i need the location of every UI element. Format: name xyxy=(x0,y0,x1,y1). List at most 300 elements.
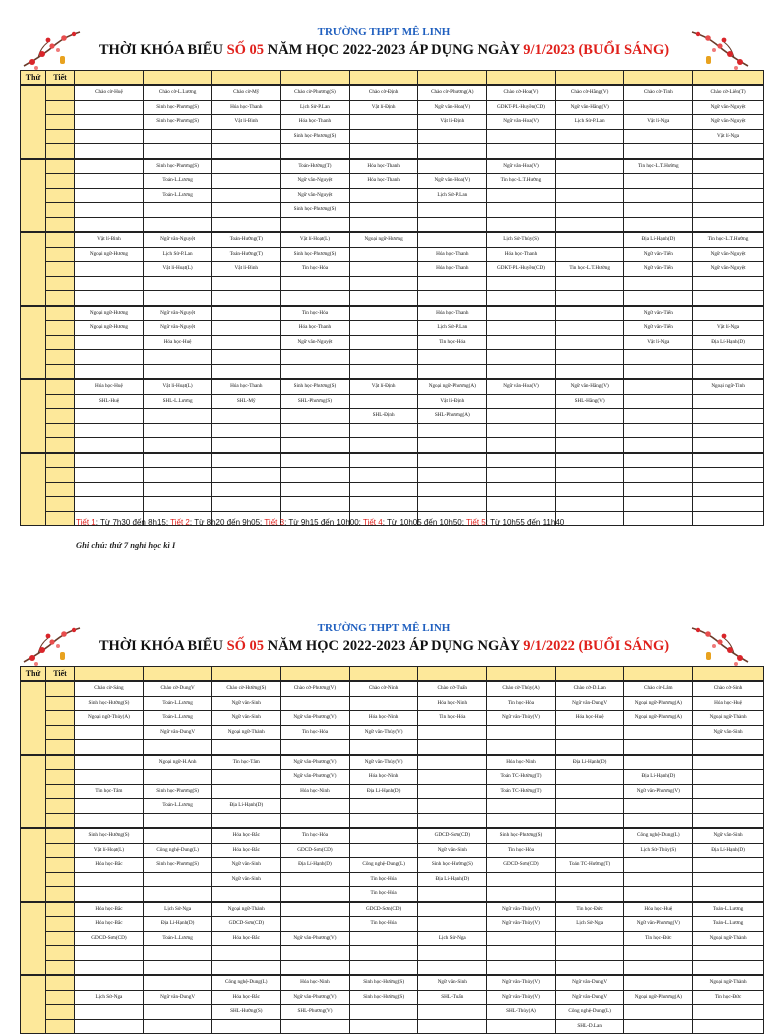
lesson-cell xyxy=(487,364,556,379)
table-row xyxy=(21,232,764,247)
lesson-cell xyxy=(281,438,350,453)
lesson-cell xyxy=(349,1019,418,1034)
lesson-cell xyxy=(693,276,764,291)
lesson-cell xyxy=(349,946,418,961)
lesson-cell: Sinh học-Hường(S) xyxy=(349,990,418,1005)
lesson-cell xyxy=(143,828,212,843)
lesson-cell xyxy=(624,350,693,365)
lesson-cell: SHL-Hằng(V) xyxy=(555,394,624,409)
lesson-cell xyxy=(624,364,693,379)
lesson-cell xyxy=(624,453,693,468)
lesson-cell xyxy=(487,740,556,755)
header-class-cell xyxy=(75,71,144,86)
lesson-cell xyxy=(418,917,487,932)
period-time: : Từ 8h20 đến 9h05; xyxy=(189,518,265,527)
lesson-cell xyxy=(349,843,418,858)
lesson-cell: Tin học-Hóa xyxy=(418,335,487,350)
lesson-cell: Chào cờ-Tình xyxy=(624,85,693,100)
lesson-cell: Hóa học-Ninh xyxy=(487,755,556,770)
lesson-cell xyxy=(349,247,418,262)
lesson-cell: Ngữ văn-Nguyệt xyxy=(281,335,350,350)
lesson-cell xyxy=(693,364,764,379)
lesson-cell: Hóa học-Bắc xyxy=(212,931,281,946)
lesson-cell: Ngữ văn-Sinh xyxy=(418,975,487,990)
lesson-cell: Hóa học-Huệ xyxy=(555,711,624,726)
lesson-cell xyxy=(624,872,693,887)
lesson-cell xyxy=(487,291,556,306)
lesson-cell: Hóa học-Ninh xyxy=(281,975,350,990)
lesson-cell xyxy=(418,203,487,218)
lesson-cell xyxy=(349,438,418,453)
lesson-cell xyxy=(212,887,281,902)
lesson-cell xyxy=(75,262,144,277)
lesson-cell xyxy=(75,482,144,497)
lesson-cell: Vật lí-Nga xyxy=(693,321,764,336)
table-row xyxy=(21,872,764,887)
lesson-cell: Ngữ văn-Nguyệt xyxy=(143,232,212,247)
lesson-cell xyxy=(693,858,764,873)
lesson-cell xyxy=(349,468,418,483)
period-cell xyxy=(45,468,74,483)
period-cell xyxy=(45,931,74,946)
lesson-cell xyxy=(418,482,487,497)
lesson-cell: Ngữ văn-Nguyệt xyxy=(693,262,764,277)
header-class-cell xyxy=(693,667,764,682)
lesson-cell xyxy=(693,394,764,409)
lesson-cell xyxy=(349,115,418,130)
table-row xyxy=(21,946,764,961)
lesson-cell xyxy=(555,203,624,218)
lesson-cell xyxy=(487,813,556,828)
lesson-cell xyxy=(75,468,144,483)
table-row xyxy=(21,813,764,828)
table-row xyxy=(21,100,764,115)
lesson-cell xyxy=(212,291,281,306)
lesson-cell: Ngữ văn-Hằng(V) xyxy=(555,379,624,394)
day-cell xyxy=(21,681,46,755)
lesson-cell xyxy=(281,813,350,828)
lesson-cell xyxy=(281,740,350,755)
lesson-cell: Địa Lí-Hạnh(D) xyxy=(693,843,764,858)
lesson-cell: Hóa học-Bắc xyxy=(75,858,144,873)
header-class-cell xyxy=(418,71,487,86)
lesson-cell xyxy=(143,350,212,365)
lesson-cell: Chào cờ-Hoa(V) xyxy=(487,85,556,100)
lesson-cell: Toán-L.Lương xyxy=(693,902,764,917)
lesson-cell xyxy=(349,335,418,350)
day-cell xyxy=(21,306,46,380)
lesson-cell xyxy=(555,960,624,975)
lesson-cell: Toán-L.Lương xyxy=(693,917,764,932)
lesson-cell: Toán-L.Lương xyxy=(143,174,212,189)
lesson-cell: Ngữ văn-Hoa(V) xyxy=(418,174,487,189)
lesson-cell: Lịch Sử-P.Lan xyxy=(418,321,487,336)
period-cell xyxy=(45,174,74,189)
lesson-cell xyxy=(487,799,556,814)
lesson-cell xyxy=(487,887,556,902)
lesson-cell xyxy=(349,262,418,277)
period-cell xyxy=(45,423,74,438)
lesson-cell xyxy=(555,813,624,828)
lesson-cell: SHL-Thủy(A) xyxy=(487,1005,556,1020)
lesson-cell: Hóa học-Thanh xyxy=(212,100,281,115)
table-row xyxy=(21,409,764,424)
lesson-cell: Sinh học-Hường(S) xyxy=(75,696,144,711)
lesson-cell: Ngữ văn-Tiến xyxy=(624,247,693,262)
lesson-cell: Toán-L.Lương xyxy=(143,711,212,726)
lesson-cell: Hóa học-Huệ xyxy=(143,335,212,350)
lesson-cell: Tin học-L.T.Hường xyxy=(624,159,693,174)
lesson-cell xyxy=(75,350,144,365)
lesson-cell: Ngoại ngữ-Hương xyxy=(75,321,144,336)
lesson-cell: Địa Lí-Hạnh(D) xyxy=(624,232,693,247)
table-row xyxy=(21,931,764,946)
lesson-cell xyxy=(143,497,212,512)
header-row xyxy=(21,667,764,682)
lesson-cell: Tin học-Tâm xyxy=(75,784,144,799)
lesson-cell xyxy=(487,129,556,144)
lesson-cell xyxy=(555,872,624,887)
lesson-cell: Vật lí-Định xyxy=(418,115,487,130)
lesson-cell xyxy=(349,423,418,438)
period-cell xyxy=(45,85,74,100)
day-cell xyxy=(21,828,46,902)
lesson-cell xyxy=(143,770,212,785)
lesson-cell: Tin học-L.T.Hường xyxy=(487,174,556,189)
period-cell xyxy=(45,725,74,740)
period-cell xyxy=(45,453,74,468)
lesson-cell xyxy=(143,960,212,975)
lesson-cell xyxy=(624,100,693,115)
header-thu: Thứ xyxy=(21,71,46,86)
table-row xyxy=(21,394,764,409)
lesson-cell xyxy=(693,813,764,828)
lesson-cell xyxy=(349,306,418,321)
lesson-cell: Ngữ văn-Phương(V) xyxy=(281,770,350,785)
table-row xyxy=(21,1019,764,1034)
day-cell xyxy=(21,379,46,453)
lesson-cell: Tin học-Hòa xyxy=(487,843,556,858)
lesson-cell xyxy=(281,423,350,438)
lesson-cell: SHL-Phương(A) xyxy=(418,409,487,424)
lesson-cell xyxy=(555,468,624,483)
lesson-cell: Ngữ văn-Nguyệt xyxy=(281,188,350,203)
lesson-cell xyxy=(349,321,418,336)
lesson-cell: Sinh học-Phương(S) xyxy=(143,159,212,174)
period-cell xyxy=(45,394,74,409)
lesson-cell xyxy=(487,203,556,218)
lesson-cell xyxy=(555,725,624,740)
period-cell xyxy=(45,990,74,1005)
period-cell xyxy=(45,276,74,291)
lesson-cell: Ngữ văn-Hoa(V) xyxy=(487,159,556,174)
lesson-cell xyxy=(349,276,418,291)
lesson-cell xyxy=(624,423,693,438)
lesson-cell xyxy=(624,394,693,409)
period-cell xyxy=(45,872,74,887)
lesson-cell xyxy=(418,770,487,785)
lesson-cell: Ngữ văn-Nguyệt xyxy=(693,115,764,130)
lesson-cell: Ngữ văn-Phương(V) xyxy=(281,755,350,770)
lesson-cell xyxy=(75,129,144,144)
lesson-cell: GDCD-Sơn(CD) xyxy=(487,858,556,873)
lesson-cell xyxy=(555,129,624,144)
lesson-cell xyxy=(75,423,144,438)
lesson-cell xyxy=(75,872,144,887)
lesson-cell xyxy=(349,740,418,755)
lesson-cell xyxy=(75,887,144,902)
header-class-cell xyxy=(624,667,693,682)
lesson-cell xyxy=(212,946,281,961)
lesson-cell: Chào cờ-Định xyxy=(349,85,418,100)
period-cell xyxy=(45,482,74,497)
lesson-cell xyxy=(693,217,764,232)
table-row xyxy=(21,335,764,350)
lesson-cell xyxy=(281,902,350,917)
lesson-cell xyxy=(212,321,281,336)
table-row xyxy=(21,453,764,468)
lesson-cell xyxy=(693,799,764,814)
header-thu: Thứ xyxy=(21,667,46,682)
lesson-cell: Lịch Sử-P.Lan xyxy=(143,247,212,262)
lesson-cell xyxy=(75,144,144,159)
table-row xyxy=(21,482,764,497)
lesson-cell xyxy=(418,784,487,799)
lesson-cell: Ngữ văn-Tiến xyxy=(624,321,693,336)
lesson-cell: Chào cờ-Tuấn xyxy=(418,681,487,696)
lesson-cell: Toán-L.Lương xyxy=(143,799,212,814)
lesson-cell xyxy=(693,350,764,365)
lesson-cell xyxy=(75,770,144,785)
lesson-cell: Công nghệ-Dung(L) xyxy=(624,828,693,843)
lesson-cell: Ngữ văn-Tiến xyxy=(624,262,693,277)
lesson-cell: Ngữ văn-Sinh xyxy=(418,843,487,858)
lesson-cell xyxy=(143,291,212,306)
lesson-cell: Địa Lí-Hạnh(D) xyxy=(693,335,764,350)
header-class-cell xyxy=(281,667,350,682)
lesson-cell: Công nghệ-Dung(L) xyxy=(212,975,281,990)
lesson-cell xyxy=(693,174,764,189)
lesson-cell xyxy=(212,129,281,144)
period-cell xyxy=(45,306,74,321)
day-cell xyxy=(21,902,46,976)
lesson-cell: Vật lí-Hoạt(L) xyxy=(143,262,212,277)
lesson-cell xyxy=(75,813,144,828)
lesson-cell: Tin học-Hóa xyxy=(349,917,418,932)
header-class-cell xyxy=(418,667,487,682)
period-cell xyxy=(45,291,74,306)
lesson-cell xyxy=(143,409,212,424)
lesson-cell xyxy=(487,306,556,321)
lesson-cell xyxy=(555,438,624,453)
lesson-cell: SHL-L.Lương xyxy=(143,394,212,409)
lesson-cell xyxy=(418,468,487,483)
table-row xyxy=(21,725,764,740)
lesson-cell xyxy=(418,438,487,453)
lesson-cell xyxy=(555,174,624,189)
lesson-cell: Sinh học-Phương(S) xyxy=(281,379,350,394)
lesson-cell: Tin học-Hóa xyxy=(281,306,350,321)
lesson-cell xyxy=(418,276,487,291)
lesson-cell xyxy=(349,497,418,512)
table-row xyxy=(21,203,764,218)
lesson-cell xyxy=(624,497,693,512)
period-cell xyxy=(45,975,74,990)
lesson-cell xyxy=(212,438,281,453)
lesson-cell xyxy=(75,1005,144,1020)
lesson-cell: Hóa học-Thanh xyxy=(418,247,487,262)
lesson-cell xyxy=(75,335,144,350)
lesson-cell: Ngữ văn-DungV xyxy=(555,975,624,990)
lesson-cell: Hóa học-Thanh xyxy=(349,174,418,189)
lesson-cell: Hóa học-Thanh xyxy=(487,247,556,262)
lesson-cell xyxy=(693,1005,764,1020)
lesson-cell: Sinh học-Phương(S) xyxy=(143,858,212,873)
lesson-cell: Tin học-Hóa xyxy=(281,828,350,843)
lesson-cell: Ngữ văn-DungV xyxy=(143,725,212,740)
lesson-cell: Địa Lí-Hạnh(D) xyxy=(143,917,212,932)
lesson-cell xyxy=(143,872,212,887)
lesson-cell xyxy=(555,482,624,497)
lesson-cell xyxy=(281,453,350,468)
lesson-cell xyxy=(418,946,487,961)
lesson-cell xyxy=(212,1019,281,1034)
lesson-cell: Tin học-Hóa xyxy=(418,711,487,726)
lesson-cell: Ngữ văn-Nguyệt xyxy=(281,174,350,189)
lesson-cell xyxy=(624,144,693,159)
lesson-cell xyxy=(212,423,281,438)
lesson-cell xyxy=(212,770,281,785)
lesson-cell: Lịch Sử-Nga xyxy=(143,902,212,917)
lesson-cell xyxy=(281,799,350,814)
lesson-cell xyxy=(75,115,144,130)
lesson-cell xyxy=(487,394,556,409)
timetable-grid xyxy=(20,70,764,526)
lesson-cell: Ngoại ngữ-Hương xyxy=(349,232,418,247)
lesson-cell xyxy=(555,887,624,902)
header-class-cell xyxy=(143,667,212,682)
lesson-cell xyxy=(693,409,764,424)
lesson-cell xyxy=(75,960,144,975)
lesson-cell: Toán TC-Hường(T) xyxy=(487,770,556,785)
lesson-cell xyxy=(349,1005,418,1020)
lesson-cell: Ngữ văn-Sinh xyxy=(212,872,281,887)
period-cell xyxy=(45,262,74,277)
day-cell xyxy=(21,975,46,1034)
lesson-cell: Lịch Sử-Nga xyxy=(418,931,487,946)
period-cell xyxy=(45,696,74,711)
period-cell xyxy=(45,902,74,917)
lesson-cell: Hóa học-Ninh xyxy=(349,711,418,726)
lesson-cell: SHL-D.Lan xyxy=(555,1019,624,1034)
lesson-cell xyxy=(555,306,624,321)
table-row xyxy=(21,129,764,144)
lesson-cell xyxy=(281,497,350,512)
table-row xyxy=(21,115,764,130)
lesson-cell xyxy=(555,423,624,438)
lesson-cell: Ngữ văn-Phương(V) xyxy=(281,711,350,726)
table-row xyxy=(21,144,764,159)
period-cell xyxy=(45,100,74,115)
period-cell xyxy=(45,247,74,262)
table-row xyxy=(21,799,764,814)
period-cell xyxy=(45,828,74,843)
lesson-cell: SHL-Huệ xyxy=(75,394,144,409)
lesson-cell xyxy=(349,453,418,468)
lesson-cell: Ngoại ngữ-Thành xyxy=(693,975,764,990)
header-class-cell xyxy=(624,71,693,86)
lesson-cell: Lịch Sử-P.Lan xyxy=(281,100,350,115)
lesson-cell xyxy=(75,453,144,468)
lesson-cell: Toán-Hường(T) xyxy=(212,232,281,247)
lesson-cell: Ngữ văn-Sinh xyxy=(212,711,281,726)
lesson-cell: Tin học-Hóa xyxy=(281,262,350,277)
period-cell xyxy=(45,335,74,350)
lesson-cell xyxy=(693,159,764,174)
lesson-cell xyxy=(143,1019,212,1034)
lesson-cell: Vật lí-Hoạt(L) xyxy=(281,232,350,247)
lesson-cell: Ngữ văn-Thủy(V) xyxy=(487,975,556,990)
day-cell xyxy=(21,453,46,526)
lesson-cell: Ngoại ngữ-Thủy(A) xyxy=(75,711,144,726)
period-cell xyxy=(45,129,74,144)
lesson-cell: Tin học-Đức xyxy=(624,931,693,946)
header-tiet: Tiết xyxy=(45,667,74,682)
lesson-cell xyxy=(555,511,624,526)
lesson-cell xyxy=(693,784,764,799)
table-row xyxy=(21,990,764,1005)
header-class-cell xyxy=(693,71,764,86)
lesson-cell: Ngữ văn-Phương(V) xyxy=(624,917,693,932)
lesson-cell: Sinh học-Phương(S) xyxy=(143,784,212,799)
lesson-cell: Chào cờ-DungV xyxy=(143,681,212,696)
table-row xyxy=(21,1005,764,1020)
lesson-cell xyxy=(487,188,556,203)
lesson-cell: Vật lí-Nga xyxy=(624,335,693,350)
lesson-cell: Hóa học-Thanh xyxy=(281,321,350,336)
lesson-cell xyxy=(487,335,556,350)
lesson-cell xyxy=(212,364,281,379)
lesson-cell: Vật lí-Bình xyxy=(212,115,281,130)
lesson-cell xyxy=(281,291,350,306)
lesson-cell: Ngữ văn-Phương(V) xyxy=(281,931,350,946)
lesson-cell xyxy=(212,813,281,828)
lesson-cell xyxy=(555,770,624,785)
lesson-cell xyxy=(418,129,487,144)
lesson-cell xyxy=(418,740,487,755)
table-row xyxy=(21,497,764,512)
lesson-cell xyxy=(349,482,418,497)
header-class-cell xyxy=(212,71,281,86)
lesson-cell xyxy=(281,917,350,932)
lesson-cell xyxy=(143,217,212,232)
lesson-cell: Ngữ văn-Hoa(V) xyxy=(487,115,556,130)
lesson-cell xyxy=(349,394,418,409)
table-row xyxy=(21,262,764,277)
lesson-cell: Lịch Sử-Nga xyxy=(555,917,624,932)
lesson-cell xyxy=(418,725,487,740)
lesson-cell: Vật lí-Nga xyxy=(624,115,693,130)
lesson-cell xyxy=(693,453,764,468)
lesson-cell xyxy=(349,217,418,232)
lesson-cell xyxy=(555,217,624,232)
lesson-cell: Chào cờ-Hường(S) xyxy=(212,681,281,696)
header-class-cell xyxy=(143,71,212,86)
period-cell xyxy=(45,813,74,828)
lesson-cell: Chào cờ-Huệ xyxy=(75,85,144,100)
lesson-cell xyxy=(624,409,693,424)
lesson-cell xyxy=(281,887,350,902)
